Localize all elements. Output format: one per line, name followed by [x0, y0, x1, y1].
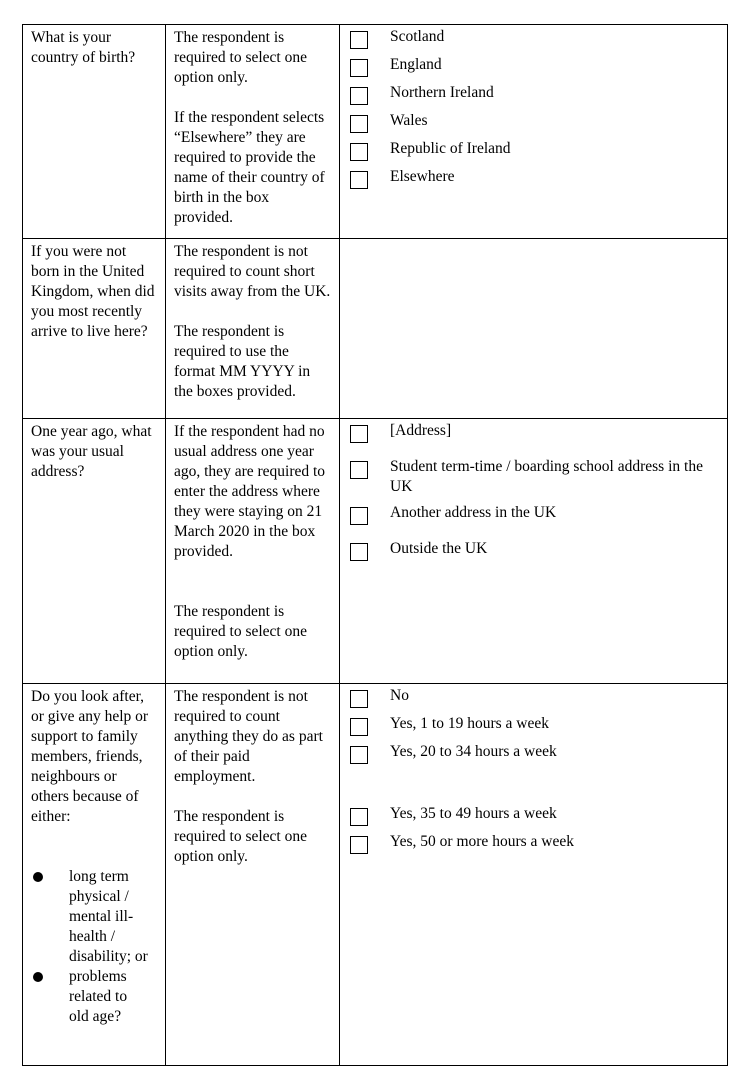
option-label: Yes, 50 or more hours a week [390, 833, 574, 850]
list-item [31, 967, 157, 1027]
options-cell [340, 239, 728, 419]
table-row [23, 684, 728, 1066]
table-row [23, 419, 728, 684]
option-item[interactable] [350, 742, 727, 804]
option-item[interactable] [350, 83, 727, 111]
guidance-text: If the respondent selects “Elsewhere” they are required to provide the name of their country of birth in the box provided. [174, 109, 325, 226]
checkbox[interactable] [350, 746, 368, 764]
option-label: Republic of Ireland [390, 140, 511, 157]
guidance-cell [166, 684, 340, 1066]
bullet-text: problems related to old age? [69, 968, 128, 1025]
list-item [31, 867, 157, 967]
option-item[interactable] [350, 139, 727, 167]
checkbox[interactable] [350, 507, 368, 525]
option-label: Scotland [390, 28, 445, 45]
option-label: Northern Ireland [390, 84, 494, 101]
table-row [23, 239, 728, 419]
options-cell [340, 419, 728, 684]
option-item[interactable] [350, 714, 727, 742]
guidance-text: The respondent is required to select one option only. [174, 808, 307, 865]
options-cell [340, 25, 728, 239]
question-text: One year ago, what was your usual address? [31, 423, 152, 480]
option-item[interactable] [350, 503, 727, 539]
option-label: Outside the UK [390, 540, 488, 557]
option-item[interactable] [350, 55, 727, 83]
checkbox[interactable] [350, 425, 368, 443]
checkbox[interactable] [350, 690, 368, 708]
question-cell [23, 684, 166, 1066]
option-label: Elsewhere [390, 168, 455, 185]
option-item[interactable] [350, 832, 727, 860]
question-cell [23, 25, 166, 239]
guidance-cell [166, 419, 340, 684]
option-label: England [390, 56, 442, 73]
bullet-icon [33, 972, 43, 982]
checkbox[interactable] [350, 115, 368, 133]
option-item[interactable] [350, 111, 727, 139]
checkbox[interactable] [350, 171, 368, 189]
checkbox[interactable] [350, 461, 368, 479]
bullet-text: long term physical / mental ill-health / disability; or [69, 868, 148, 965]
guidance-text: If the respondent had no usual address one year ago, they are required to enter the address where they were staying on 21 March 2020 in the box provided. [174, 423, 326, 560]
checkbox[interactable] [350, 718, 368, 736]
option-label: Yes, 35 to 49 hours a week [390, 805, 557, 822]
checkbox[interactable] [350, 59, 368, 77]
checkbox[interactable] [350, 808, 368, 826]
options-cell [340, 684, 728, 1066]
guidance-text: The respondent is required to use the format MM YYYY in the boxes provided. [174, 323, 311, 400]
option-item[interactable] [350, 804, 727, 832]
option-item[interactable] [350, 457, 727, 503]
option-label: Yes, 1 to 19 hours a week [390, 715, 550, 732]
question-text: What is your country of birth? [31, 29, 136, 66]
table-row [23, 25, 728, 239]
option-item[interactable] [350, 686, 727, 714]
option-label: Wales [390, 112, 428, 129]
checkbox[interactable] [350, 836, 368, 854]
bullet-icon [33, 872, 43, 882]
option-item[interactable] [350, 539, 727, 567]
question-text: If you were not born in the United Kingdom, when did you most recently arrive to live here? [31, 243, 155, 340]
option-item[interactable] [350, 167, 727, 195]
guidance-cell [166, 239, 340, 419]
checkbox[interactable] [350, 143, 368, 161]
checkbox[interactable] [350, 87, 368, 105]
option-label: Student term-time / boarding school address in the UK [390, 458, 703, 495]
guidance-text: The respondent is required to select one option only. [174, 29, 307, 86]
question-text: Do you look after, or give any help or support to family members, friends, neighbours or others because of either: [31, 688, 149, 825]
option-label: [Address] [390, 422, 452, 439]
option-label: Yes, 20 to 34 hours a week [390, 743, 557, 760]
option-item[interactable] [350, 421, 727, 457]
option-label: No [390, 687, 409, 704]
guidance-text: The respondent is not required to count short visits away from the UK. [174, 243, 331, 300]
option-label: Another address in the UK [390, 504, 557, 521]
guidance-cell [166, 25, 340, 239]
question-cell [23, 419, 166, 684]
guidance-text: The respondent is required to select one option only. [174, 603, 307, 660]
question-bullet-list [31, 867, 157, 1027]
question-cell [23, 239, 166, 419]
questions-table [22, 24, 728, 1066]
guidance-text: The respondent is not required to count anything they do as part of their paid employment. [174, 688, 323, 785]
option-item[interactable] [350, 27, 727, 55]
checkbox[interactable] [350, 543, 368, 561]
checkbox[interactable] [350, 31, 368, 49]
